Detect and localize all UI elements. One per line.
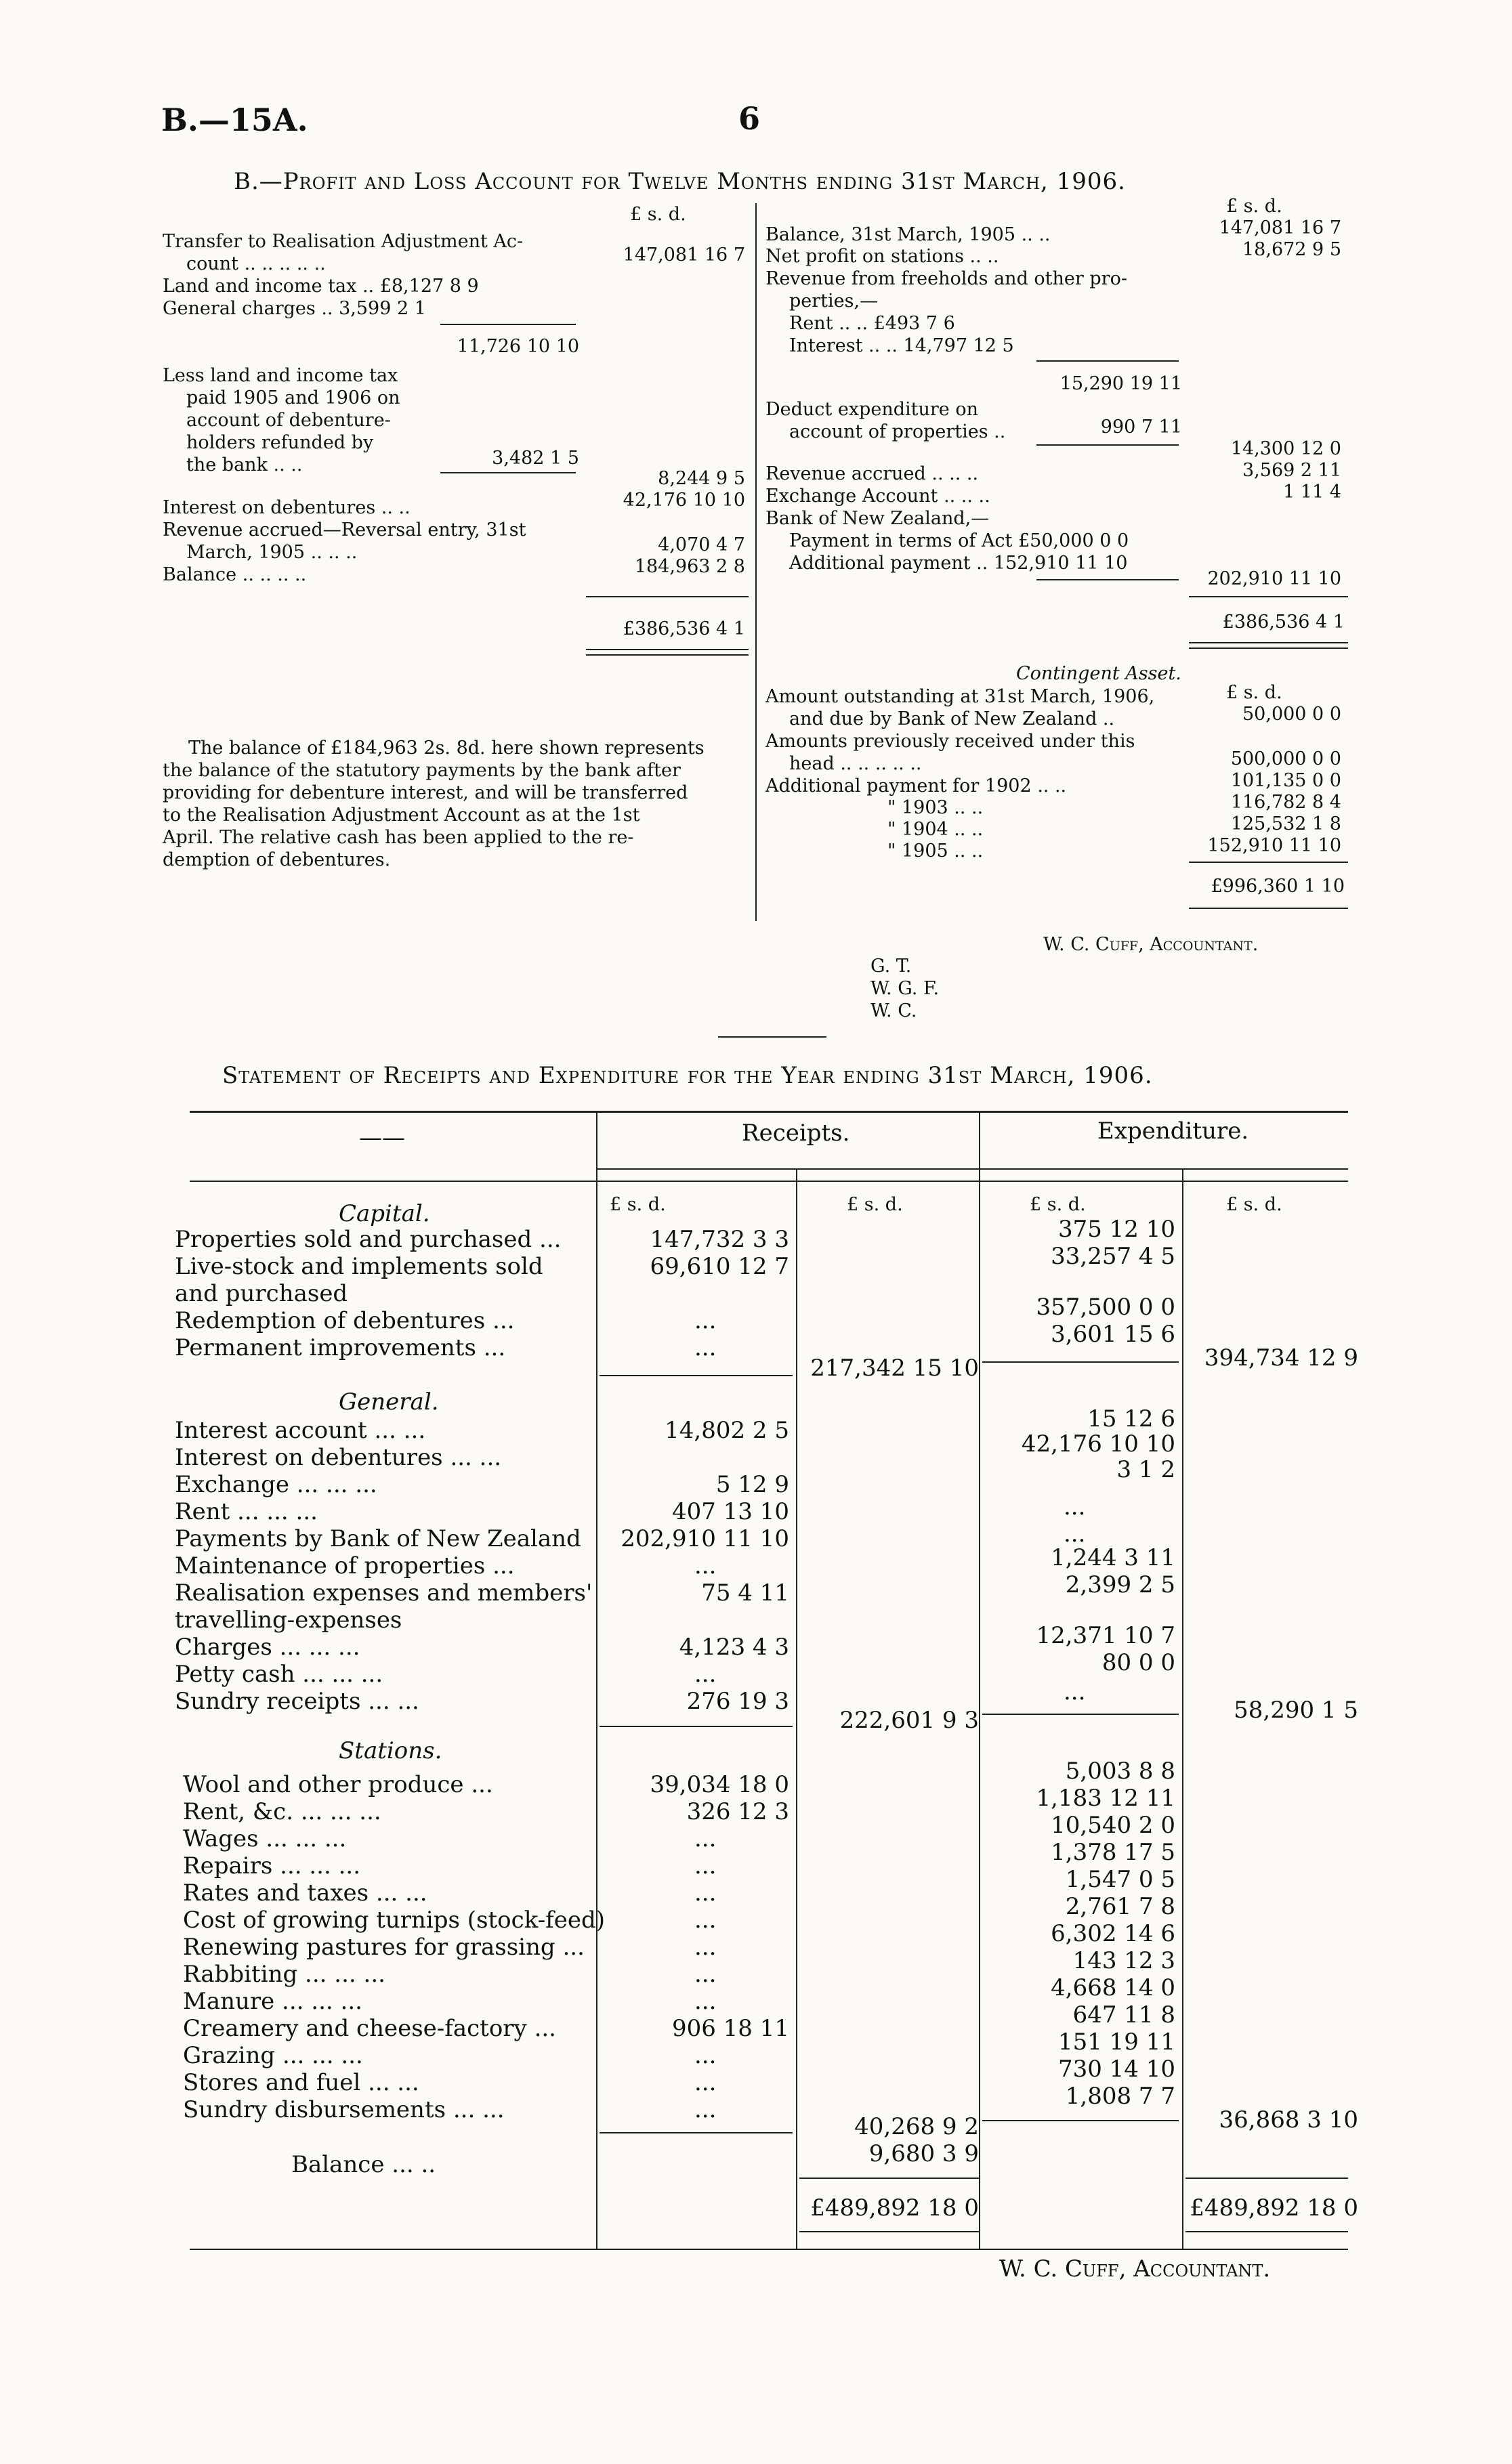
sr-row-receipt: 407 13 10 (671, 1498, 789, 1525)
sr-row-expenditure: ... (1064, 1493, 1086, 1521)
pl-right-bnz: Bank of New Zealand,— (765, 508, 990, 529)
sr-row-expenditure: 1,183 12 11 (1036, 1785, 1175, 1812)
sr-row-label: Sundry disbursements ... ... (183, 2096, 505, 2123)
contingent-row-1902-amount: 101,135 0 0 (1230, 770, 1341, 791)
sr-row-receipt: ... (694, 1852, 717, 1879)
sr-row-label: Charges ... ... ... (175, 1634, 360, 1661)
pl-right-accrued-amount: 3,569 2 11 (1242, 460, 1341, 481)
pl-left-revenue-line1: Revenue accrued—Reversal entry, 31st (163, 519, 526, 540)
sr-row-receipt: ... (694, 1934, 717, 1961)
sr-row-label: Interest on debentures ... ... (175, 1444, 502, 1471)
sr-row-label: Rent ... ... ... (175, 1498, 318, 1525)
sr-receipts-balance: 9,680 3 9 (868, 2140, 979, 2167)
sr-row-receipt: ... (694, 1961, 717, 1988)
sr-row-receipt: ... (694, 2069, 717, 2096)
pl-right-revenue-line2: perties,— (789, 291, 879, 312)
sr-row-expenditure: 1,378 17 5 (1051, 1839, 1175, 1866)
sr-row-label: Interest account ... ... (175, 1417, 426, 1444)
sr-lsd-exp1: £ s. d. (1030, 1194, 1086, 1215)
pl-right-revenue-accrued: Revenue accrued .. .. .. (765, 463, 979, 484)
pl-right-total: £386,536 4 1 (1222, 612, 1345, 633)
sr-section-stations: Stations. (339, 1737, 442, 1764)
contingent-total: £996,360 1 10 (1211, 876, 1345, 897)
pl-right-exchange-amount: 1 11 4 (1283, 482, 1341, 503)
pl-left-revenue-amount: 4,070 4 7 (658, 534, 745, 555)
pl-right-property-net: 14,300 12 0 (1230, 438, 1341, 459)
pl-right-lsd: £ s. d. (1226, 196, 1282, 217)
sr-row-label: Rates and taxes ... ... (183, 1879, 427, 1907)
page-number: 6 (738, 100, 761, 137)
pl-note-line1: The balance of £184,963 2s. 8d. here shown represents (188, 738, 705, 759)
pl-right-deduct-line1: Deduct expenditure on (765, 399, 978, 420)
contingent-row-1903-amount: 116,782 8 4 (1230, 792, 1341, 813)
contingent-line1: Amount outstanding at 31st March, 1906, (765, 686, 1155, 707)
sr-row-label: Grazing ... ... ... (183, 2042, 363, 2069)
initials-gt: G. T. (870, 956, 912, 977)
sr-row-receipt: 202,910 11 10 (621, 1525, 789, 1552)
initials-wgf: W. G. F. (870, 978, 940, 999)
sr-row-receipt: ... (694, 2096, 717, 2123)
sr-row-expenditure: 1,244 3 11 (1051, 1544, 1175, 1571)
sr-row-expenditure: 2,399 2 5 (1065, 1571, 1175, 1598)
pl-note-line4: to the Realisation Adjustment Account as at the 1st (163, 805, 640, 826)
pl-right-interest: Interest .. .. 14,797 12 5 (789, 335, 1014, 356)
sr-row-receipt: ... (694, 1661, 717, 1688)
contingent-amount: 50,000 0 0 (1242, 704, 1341, 725)
sr-expenditure-grand-total: £489,892 18 0 (1190, 2194, 1358, 2222)
sr-title: Statement of Receipts and Expenditure for the Year ending 31st March, 1906. (222, 1062, 1153, 1089)
sr-row-receipt: ... (694, 1879, 717, 1907)
sr-row-label: Exchange ... ... ... (175, 1471, 377, 1498)
pl-right-subtotal: 15,290 19 11 (1059, 373, 1182, 394)
sr-row-receipt: 5 12 9 (715, 1471, 789, 1498)
sr-section-capital: Capital. (339, 1200, 430, 1227)
sr-balance-label: Balance ... .. (291, 2151, 436, 2178)
pl-right-deduct-amount: 990 7 11 (1100, 417, 1182, 438)
sr-row-expenditure: 15 12 6 (1087, 1405, 1175, 1432)
pl-right-additional-payment: Additional payment .. 152,910 11 10 (789, 553, 1128, 574)
pl-left-interest-amount: 42,176 10 10 (623, 490, 745, 511)
sr-lsd-rec1: £ s. d. (610, 1194, 666, 1215)
sr-row-label: Rabbiting ... ... ... (183, 1961, 385, 1988)
contingent-row-1902: Additional payment for 1902 .. .. (765, 776, 1067, 796)
sr-row-label: Wages ... ... ... (183, 1825, 347, 1852)
sr-row-expenditure: 357,500 0 0 (1036, 1294, 1175, 1321)
pl-right-exchange: Exchange Account .. .. .. (765, 486, 990, 507)
sr-row-expenditure: 1,547 0 5 (1065, 1866, 1175, 1893)
sr-row-label: Repairs ... ... ... (183, 1852, 361, 1879)
sr-row-receipt: 4,123 4 3 (679, 1634, 789, 1661)
sr-receipts-grand-total: £489,892 18 0 (810, 2194, 979, 2222)
sr-row-label: Creamery and cheese-factory ... (183, 2015, 556, 2042)
sr-row-label: Sundry receipts ... ... (175, 1688, 419, 1715)
pl-left-subtotal: 11,726 10 10 (457, 336, 579, 357)
pl-note-line3: providing for debenture interest, and will be transferred (163, 782, 688, 803)
sr-expenditure-stations-total: 36,868 3 10 (1219, 2106, 1358, 2133)
sr-row-receipt: ... (694, 1552, 717, 1579)
sr-row-label: Realisation expenses and members' (175, 1579, 593, 1607)
sr-row-label: and purchased (175, 1280, 348, 1307)
sr-row-label: Properties sold and purchased ... (175, 1226, 562, 1253)
sr-row-expenditure: 4,668 14 0 (1051, 1974, 1175, 2001)
sr-row-receipt: 69,610 12 7 (650, 1253, 789, 1280)
pl-left-balance-amount: 184,963 2 8 (634, 556, 745, 577)
pl-right-balance-1905: Balance, 31st March, 1905 .. .. (765, 224, 1051, 245)
sr-receipts-general-total: 222,601 9 3 (839, 1707, 979, 1734)
pl-right-bnz-amount: 202,910 11 10 (1207, 568, 1341, 589)
sr-row-expenditure: 143 12 3 (1072, 1947, 1175, 1974)
contingent-line2: and due by Bank of New Zealand .. (789, 708, 1115, 729)
sr-lsd-exp2: £ s. d. (1226, 1194, 1282, 1215)
sr-row-receipt: 147,732 3 3 (650, 1226, 789, 1253)
sr-head-expenditure: Expenditure. (1097, 1118, 1249, 1145)
sr-row-expenditure: 12,371 10 7 (1036, 1622, 1175, 1649)
pl-left-less-line1: Less land and income tax (163, 365, 398, 386)
sr-row-label: Rent, &c. ... ... ... (183, 1798, 381, 1825)
sr-row-expenditure: 33,257 4 5 (1051, 1243, 1175, 1270)
sr-row-label: Wool and other produce ... (183, 1771, 493, 1798)
pl-note-line6: demption of debentures. (163, 849, 391, 870)
sr-row-receipt: ... (694, 1825, 717, 1852)
contingent-row-1905: " 1905 .. .. (887, 841, 984, 862)
sr-row-expenditure: 2,761 7 8 (1065, 1893, 1175, 1920)
pl-left-transfer-line1: Transfer to Realisation Adjustment Ac- (163, 231, 524, 252)
pl-left-transfer-amount: 147,081 16 7 (623, 245, 745, 265)
pl-right-deduct-line2: account of properties .. (789, 421, 1006, 442)
sr-row-receipt: ... (694, 1988, 717, 2015)
sr-row-expenditure: ... (1064, 1678, 1086, 1705)
sr-row-label: Renewing pastures for grassing ... (183, 1934, 585, 1961)
sr-row-expenditure: 151 19 11 (1057, 2028, 1175, 2056)
sr-row-expenditure: ... (1064, 1521, 1086, 1548)
sr-row-expenditure: 647 11 8 (1072, 2001, 1175, 2028)
sr-row-receipt: 75 4 11 (701, 1579, 789, 1607)
sr-expenditure-capital-total: 394,734 12 9 (1204, 1344, 1358, 1372)
sr-row-label: Petty cash ... ... ... (175, 1661, 383, 1688)
pl-left-less-amount: 3,482 1 5 (492, 448, 579, 469)
pl-left-revenue-line2: March, 1905 .. .. .. (186, 542, 358, 563)
sr-row-label: Manure ... ... ... (183, 1988, 362, 2015)
contingent-row-1904-amount: 125,532 1 8 (1230, 813, 1341, 834)
sr-row-receipt: ... (694, 1334, 717, 1361)
contingent-row-1903: " 1903 .. .. (887, 797, 984, 818)
pl-note-line2: the balance of the statutory payments by the bank after (163, 760, 681, 781)
sr-receipts-stations-total: 40,268 9 2 (854, 2113, 979, 2140)
sr-row-receipt: 276 19 3 (686, 1688, 789, 1715)
pl-left-less-line2: paid 1905 and 1906 on (186, 387, 400, 408)
sr-row-expenditure: 80 0 0 (1101, 1649, 1175, 1676)
sr-head-blank: —— (359, 1124, 405, 1151)
sr-row-expenditure: 730 14 10 (1057, 2056, 1175, 2083)
sr-row-label: Live-stock and implements sold (175, 1253, 543, 1280)
pl-left-transfer-line2: count .. .. .. .. .. (186, 253, 326, 274)
sr-row-label: travelling-expenses (175, 1607, 402, 1634)
sr-row-label: Maintenance of properties ... (175, 1552, 515, 1579)
sr-row-expenditure: 3 1 2 (1116, 1456, 1175, 1483)
pl-left-land-tax: Land and income tax .. £8,127 8 9 (163, 276, 479, 297)
pl-right-rent: Rent .. .. £493 7 6 (789, 313, 955, 334)
sr-expenditure-general-total: 58,290 1 5 (1234, 1697, 1358, 1724)
sr-row-receipt: ... (694, 1307, 717, 1334)
pl-right-revenue-line1: Revenue from freeholds and other pro- (765, 268, 1127, 289)
sr-receipts-capital-total: 217,342 15 10 (810, 1355, 979, 1382)
sr-row-label: Permanent improvements ... (175, 1334, 506, 1361)
pl-left-less-line4: holders refunded by (186, 432, 374, 453)
sr-row-receipt: 326 12 3 (686, 1798, 789, 1825)
contingent-lsd: £ s. d. (1226, 682, 1282, 703)
sr-row-receipt: ... (694, 2042, 717, 2069)
sr-row-receipt: 906 18 11 (671, 2015, 789, 2042)
sr-row-expenditure: 3,601 15 6 (1051, 1321, 1175, 1348)
sr-signature: W. C. Cuff, Accountant. (999, 2255, 1271, 2282)
sr-row-label: Redemption of debentures ... (175, 1307, 515, 1334)
contingent-row-1904: " 1904 .. .. (887, 819, 984, 840)
pl-left-general-charges: General charges .. 3,599 2 1 (163, 298, 426, 319)
pl-left-total: £386,536 4 1 (623, 618, 745, 639)
document-reference: B.—15A. (161, 102, 308, 138)
pl-right-balance-amount: 147,081 16 7 (1219, 217, 1341, 238)
sr-row-receipt: 39,034 18 0 (650, 1771, 789, 1798)
sr-lsd-rec2: £ s. d. (847, 1194, 903, 1215)
sr-row-receipt: 14,802 2 5 (665, 1417, 789, 1444)
pl-left-less-line5: the bank .. .. (186, 454, 303, 475)
sr-head-receipts: Receipts. (742, 1120, 850, 1147)
pl-left-balance: Balance .. .. .. .. (163, 564, 307, 585)
sr-row-label: Payments by Bank of New Zealand (175, 1525, 581, 1552)
sr-row-expenditure: 5,003 8 8 (1065, 1758, 1175, 1785)
contingent-row-1905-amount: 152,910 11 10 (1207, 835, 1341, 856)
sr-row-expenditure: 375 12 10 (1057, 1216, 1175, 1243)
contingent-asset-title: Contingent Asset. (1016, 663, 1181, 684)
pl-left-net-amount: 8,244 9 5 (658, 468, 745, 489)
sr-row-expenditure: 42,176 10 10 (1021, 1430, 1175, 1458)
sr-row-label: Stores and fuel ... ... (183, 2069, 419, 2096)
pl-note-line5: April. The relative cash has been applied to the re- (163, 827, 634, 848)
initials-wc: W. C. (870, 1000, 917, 1021)
sr-row-expenditure: 1,808 7 7 (1065, 2083, 1175, 2110)
contingent-line4: head .. .. .. .. .. (789, 753, 922, 774)
pl-left-less-line3: account of debenture- (186, 410, 391, 431)
pl-signature: W. C. Cuff, Accountant. (1043, 934, 1259, 955)
sr-row-receipt: ... (694, 1907, 717, 1934)
pl-right-net-profit: Net profit on stations .. .. (765, 246, 999, 267)
sr-row-expenditure: 10,540 2 0 (1051, 1812, 1175, 1839)
sr-row-label: Cost of growing turnips (stock-feed) (183, 1907, 606, 1934)
pl-left-interest: Interest on debentures .. .. (163, 497, 411, 518)
pl-right-net-profit-amount: 18,672 9 5 (1242, 239, 1341, 260)
sr-row-expenditure: 6,302 14 6 (1051, 1920, 1175, 1947)
sr-section-general: General. (339, 1388, 439, 1416)
contingent-line3: Amounts previously received under this (765, 731, 1135, 752)
pl-title: B.—Profit and Loss Account for Twelve Months ending 31st March, 1906. (234, 168, 1126, 195)
pl-right-terms-payment: Payment in terms of Act £50,000 0 0 (789, 530, 1129, 551)
pl-left-lsd: £ s. d. (630, 204, 686, 225)
contingent-head-amount: 500,000 0 0 (1230, 748, 1341, 769)
